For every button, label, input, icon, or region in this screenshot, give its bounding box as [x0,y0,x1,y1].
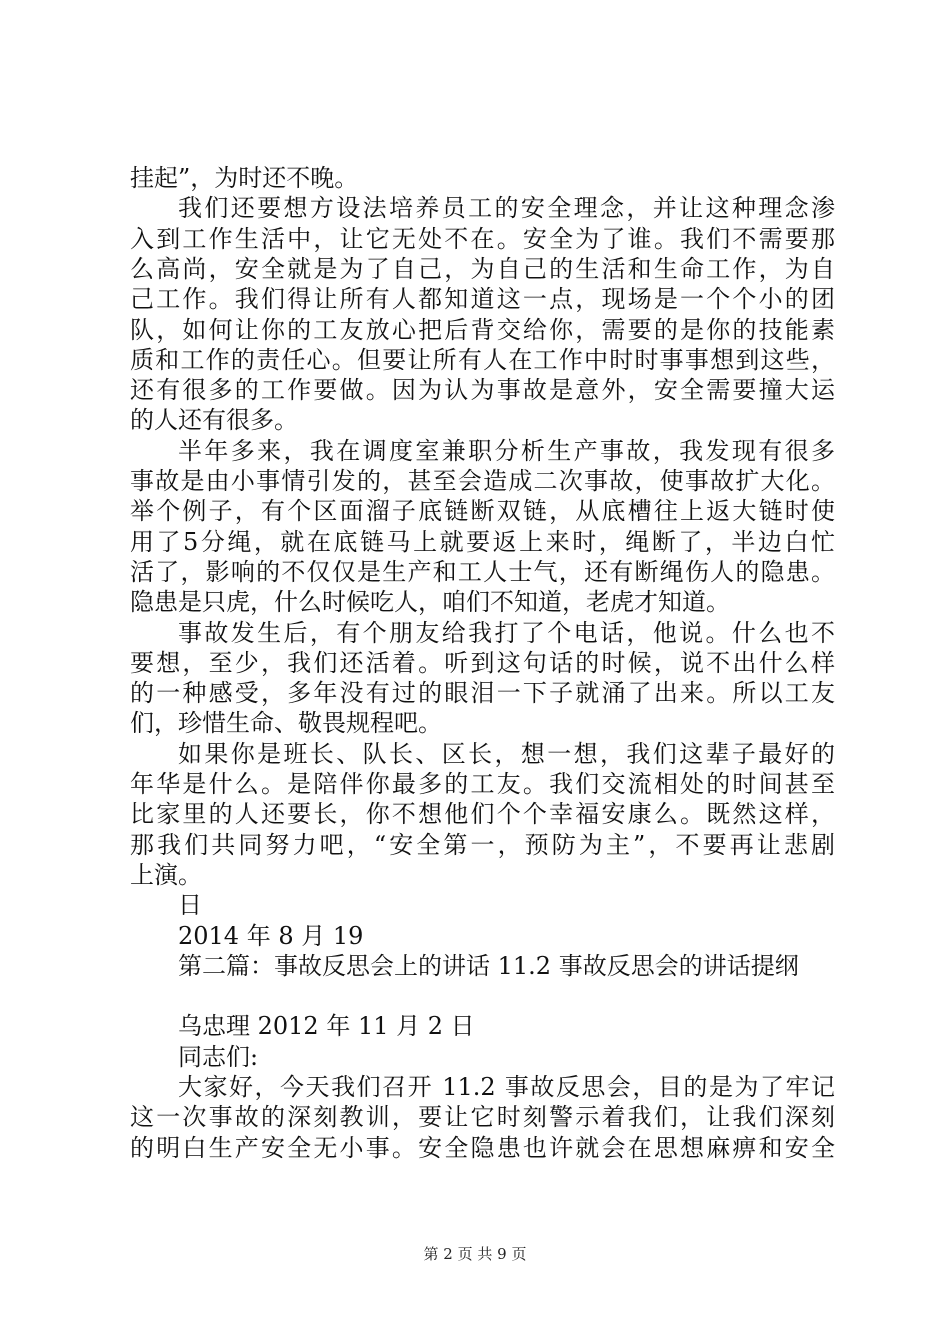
text-line: 如果你是班长、队长、区长，想一想，我们这辈子最好的 [178,740,835,768]
text-line: 挂起”，为时还不晚。 [130,164,359,192]
text-line: 己工作。我们得让所有人都知道这一点，现场是一个个小的团 [130,285,835,313]
text-line: 那我们共同努力吧，“安全第一，预防为主”，不要再让悲剧 [130,831,835,859]
text-line: 年华是什么。是陪伴你最多的工友。我们交流相处的时间甚至 [130,770,835,798]
text-line: 第二篇：事故反思会上的讲话 11.2 事故反思会的讲话提纲 [178,952,799,980]
text-line: 大家好，今天我们召开 11.2 事故反思会，目的是为了牢记 [178,1073,835,1101]
text-line: 的人还有很多。 [130,406,298,434]
text-line: 队，如何让你的工友放心把后背交给你，需要的是你的技能素 [130,316,835,344]
text-line: 上演。 [130,861,202,889]
text-line: 乌忠理 2012 年 11 月 2 日 [178,1012,475,1040]
text-line: 质和工作的责任心。但要让所有人在工作中时时事事想到这些， [130,346,835,374]
text-line: 日 [178,891,202,919]
text-line: 么高尚，安全就是为了自己，为自己的生活和生命工作，为自 [130,255,835,283]
text-line: 要想，至少，我们还活着。听到这句话的时候，说不出什么样 [130,649,835,677]
text-line: 事故是由小事情引发的，甚至会造成二次事故，使事故扩大化。 [130,467,835,495]
text-line: 举个例子，有个区面溜子底链断双链，从底槽往上返大链时使 [130,497,835,525]
text-line: 还有很多的工作要做。因为认为事故是意外，安全需要撞大运 [130,376,835,404]
text-line: 半年多来，我在调度室兼职分析生产事故，我发现有很多 [178,437,835,465]
page-footer: 第 2 页 共 9 页 [423,1245,527,1263]
text-line: 们，珍惜生命、敬畏规程吧。 [130,709,442,737]
text-line: 的一种感受，多年没有过的眼泪一下子就涌了出来。所以工友 [130,679,835,707]
text-line: 活了，影响的不仅仅是生产和工人士气，还有断绳伤人的隐患。 [130,558,835,586]
text-line: 我们还要想方设法培养员工的安全理念，并让这种理念渗 [178,194,835,222]
text-line: 比家里的人还要长，你不想他们个个幸福安康么。既然这样， [130,800,835,828]
text-line: 用了5分绳，就在底链马上就要返上来时，绳断了，半边白忙 [130,528,835,556]
text-line: 的明白生产安全无小事。安全隐患也许就会在思想麻痹和安全 [130,1134,835,1162]
text-line: 入到工作生活中，让它无处不在。安全为了谁。我们不需要那 [130,225,835,253]
text-line: 同志们: [178,1043,259,1071]
text-line: 隐患是只虎，什么时候吃人，咱们不知道，老虎才知道。 [130,588,730,616]
text-line: 事故发生后，有个朋友给我打了个电话，他说。什么也不 [178,619,835,647]
text-line [178,981,835,1011]
text-line: 2014 年 8 月 19 [178,922,364,950]
text-line: 这一次事故的深刻教训，要让它时刻警示着我们，让我们深刻 [130,1103,835,1131]
